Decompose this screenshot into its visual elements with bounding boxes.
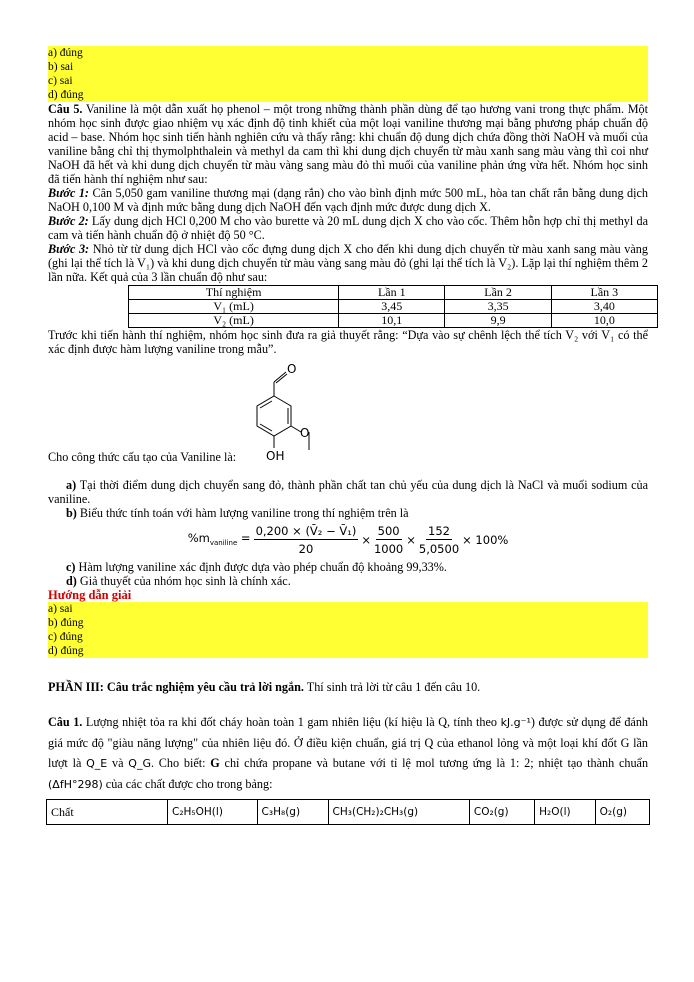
titration-row-v2	[129, 314, 658, 328]
formula-tail: × 100%	[462, 533, 509, 547]
table-cell: 3,40	[551, 300, 657, 314]
fraction-3-num: 152	[428, 524, 450, 538]
structure-caption: Cho công thức cấu tạo của Vaniline là:	[48, 450, 237, 464]
part3-title: PHẦN III: Câu trắc nghiệm yêu cầu trả lời ngắn.	[48, 680, 304, 694]
prev-answer-list	[48, 46, 648, 102]
statement-d-label: d)	[66, 574, 77, 588]
step1-text: Cân 5,050 gam vaniline thương mại (dạng rắn) cho vào bình định mức 500 mL, hòa tan chất rắn bằng dung dịch NaOH 0,100 M và định mức bằng dung dịch NaOH đến vạch định mức được dung dịch X.	[48, 186, 648, 214]
statement-b-label: b)	[66, 506, 77, 520]
q5-step1	[48, 186, 648, 214]
prev-answer-d: d) đúng	[48, 89, 84, 101]
header-cell: Lần 1	[339, 286, 445, 300]
statement-a-text: Tại thời điểm dung dịch chuyển sang đỏ, thành phần chất tan chủ yếu của dung dịch là NaCl và muối sodium của vaniline.	[48, 478, 648, 506]
statement-a	[48, 478, 648, 506]
prev-answer-a: a) đúng	[48, 47, 83, 59]
q5-hypothesis: Trước khi tiến hành thí nghiệm, nhóm học sinh đưa ra giả thuyết rằng: “Dựa vào sự chênh lệch thể tích V₂ với V₁ có thể xác định được hàm lượng vaniline trong mẫu”.	[48, 328, 648, 356]
header-cell: C₃H₈(g)	[257, 800, 328, 825]
enthalpy-table	[46, 799, 650, 825]
q1-dh: (ΔfH°298)	[48, 778, 103, 791]
q5-step3	[48, 242, 648, 284]
q5-intro-text: Vaniline là một dẫn xuất họ phenol – một trong những thành phần dùng để tạo hương vani trong thực phẩm. Một nhóm học sinh được giao nhiệm vụ xác định độ tinh khiết của một loại vaniline thương mại bằng phương pháp chuẩn độ acid – base. Nhóm học sinh tiến hành nghiên cứu và thấy rằng: khi chuẩn độ dung dịch chứa đồng thời NaOH và muối của vaniline bằng chỉ thị thymolphthalein và methyl da cam thì khi dung dịch chuyển từ màu xanh sang màu vàng thì coi như NaOH đã hết và khi dung dịch chuyển từ màu vàng sang màu đỏ thì muối của vaniline phản ứng vừa hết. Nhóm học sinh đã tiến hành thí nghiệm như sau:	[48, 102, 649, 186]
statement-c-label: c)	[66, 560, 76, 574]
q5-intro	[48, 102, 648, 186]
table-cell: 3,35	[445, 300, 551, 314]
statement-c-text: Hàm lượng vaniline xác định được dựa vào phép chuẩn độ khoảng 99,33%.	[78, 560, 447, 574]
enthalpy-header-row	[47, 800, 650, 825]
header-cell: H₂O(l)	[535, 800, 596, 825]
titration-table	[128, 285, 658, 328]
q1-text1: Lượng nhiệt tỏa ra khi đốt cháy hoàn toàn 1 gam nhiên liệu (kí hiệu là Q, tính theo	[85, 715, 498, 729]
o-aldehyde-label: O	[287, 362, 297, 376]
titration-row-v1	[129, 300, 658, 314]
step3-text: Nhỏ từ từ dung dịch HCl vào cốc đựng dung dịch X cho đến khi dung dịch chuyển từ màu xanh sang màu vàng (ghi lại thể tích là V₁) và khi dung dịch chuyển từ màu vàng sang màu đỏ (ghi lại thể tích là V₂). Lặp lại thí nghiệm thêm 2 lần nữa. Kết quả của 3 lần chuẩn độ như sau:	[48, 242, 648, 284]
answer-b: b) đúng	[48, 617, 84, 629]
times-sign: ×	[361, 533, 371, 547]
part3-heading	[48, 680, 648, 694]
q1-text3: . Cho biết:	[150, 756, 206, 770]
statement-d	[48, 574, 648, 588]
q1-text4: chỉ chứa propane và butane với tỉ lệ mol tương ứng là 1: 2; nhiệt tạo thành chuẩn	[224, 756, 649, 770]
statement-c	[48, 560, 648, 574]
q1-qg: Q_G	[128, 757, 151, 770]
table-cell: 3,45	[339, 300, 445, 314]
header-cell: Lần 2	[445, 286, 551, 300]
guide-title: Hướng dẫn giải	[48, 588, 132, 602]
q1-paragraph	[48, 712, 648, 795]
answer-list	[48, 602, 648, 658]
answer-a: a) sai	[48, 603, 73, 615]
formula-lhs: $\%m_{vaniline}$ =	[187, 530, 251, 547]
answer-c: c) đúng	[48, 631, 83, 643]
fraction-1-num: 0,200 × (V̄₂ − V̄₁)	[255, 524, 357, 538]
header-cell: Lần 3	[551, 286, 657, 300]
prev-answer-c: c) sai	[48, 75, 73, 87]
table-cell: V₂ (mL)	[129, 314, 339, 328]
times-sign: ×	[406, 533, 416, 547]
header-cell: Chất	[47, 800, 168, 825]
q1-text2: ) được sử dụng để đánh giá mức độ "giàu năng lượng" của nhiên liệu đó. Ở điều kiện chuẩn, giá trị Q của ethanol lỏng và một loại khí đốt G lần lượt là	[48, 715, 649, 770]
table-cell: V₁ (mL)	[129, 300, 339, 314]
header-cell: O₂(g)	[595, 800, 649, 825]
header-cell: C₂H₅OH(l)	[168, 800, 258, 825]
fraction-1-den: 20	[298, 542, 314, 556]
q5-step2	[48, 214, 648, 242]
structure-row	[48, 356, 648, 466]
statement-b-text: Biểu thức tính toán với hàm lượng vaniline trong thí nghiệm trên là	[79, 506, 409, 520]
fraction-2	[374, 524, 403, 556]
formula-lhs-m: %m	[187, 530, 210, 545]
q1-label: Câu 1.	[48, 715, 83, 729]
step1-label: Bước 1:	[48, 186, 89, 200]
formula-lhs-sub: vaniline	[209, 538, 238, 547]
step3-label: Bước 3:	[48, 242, 90, 256]
step2-text: Lấy dung dịch HCl 0,200 M cho vào burette và 20 mL dung dịch X cho vào cốc. Thêm hỗn hợp chỉ thị methyl da cam và tiến hành chuẩn độ ở nhiệt độ 50 °C.	[48, 214, 648, 242]
q1-g: G	[210, 756, 220, 770]
vaniline-formula	[48, 524, 648, 556]
prev-answer-b: b) sai	[48, 61, 74, 73]
q1-text5: của các chất được cho trong bảng:	[105, 777, 273, 791]
fraction-2-den: 1000	[373, 542, 404, 556]
fraction-1	[254, 524, 359, 556]
step2-label: Bước 2:	[48, 214, 89, 228]
fraction-3-den: 5,0500	[418, 542, 460, 556]
q5-label: Câu 5.	[48, 102, 83, 116]
o-methoxy-label: O	[300, 426, 310, 440]
table-cell: 9,9	[445, 314, 551, 328]
fraction-2-num: 500	[377, 524, 400, 538]
oh-label: OH	[266, 449, 285, 463]
vaniline-structure	[244, 358, 334, 466]
statement-a-label: a)	[66, 478, 77, 492]
q1-unit: kJ.g⁻¹	[500, 716, 531, 729]
statement-b	[48, 506, 648, 520]
q1-and: và	[112, 756, 124, 770]
table-cell: 10,0	[551, 314, 657, 328]
q1-qe: Q_E	[86, 757, 108, 770]
header-cell: Thí nghiệm	[129, 286, 339, 300]
answer-d: d) đúng	[48, 645, 84, 657]
header-cell: CO₂(g)	[469, 800, 534, 825]
table-cell: 10,1	[339, 314, 445, 328]
part3-instruction: Thí sinh trả lời từ câu 1 đến câu 10.	[306, 680, 481, 694]
titration-header-row	[129, 286, 658, 300]
fraction-3	[419, 524, 459, 556]
header-cell: CH₃(CH₂)₂CH₃(g)	[328, 800, 469, 825]
statement-d-text: Giả thuyết của nhóm học sinh là chính xác.	[79, 574, 291, 588]
